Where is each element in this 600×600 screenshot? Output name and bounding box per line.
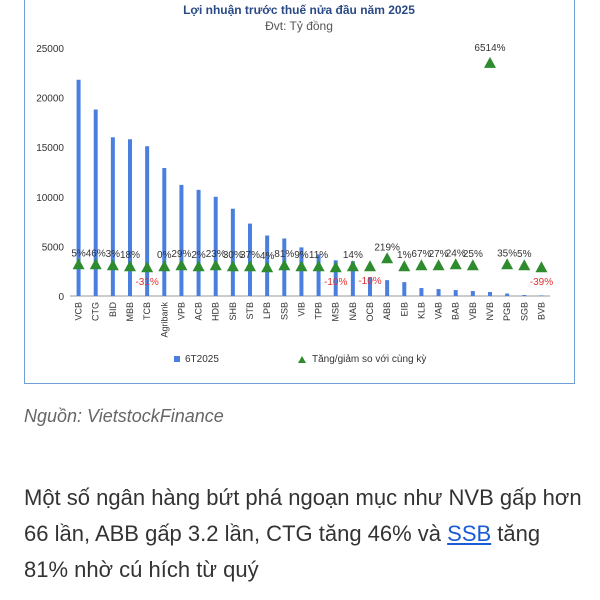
x-tick-label: NAB xyxy=(347,302,358,321)
x-tick-label: MBB xyxy=(125,302,135,322)
x-tick-label: Agribank xyxy=(159,302,170,338)
bar-nvb xyxy=(488,292,492,296)
yoy-label: 29% xyxy=(171,249,192,261)
x-tick-label: VAB xyxy=(433,302,444,320)
y-tick-label: 0 xyxy=(58,292,64,303)
x-tick-label: TCB xyxy=(142,302,153,320)
yoy-label: -31% xyxy=(135,277,159,289)
yoy-label: 219% xyxy=(374,242,400,254)
profit-chart xyxy=(25,0,576,384)
yoy-label: 67% xyxy=(411,249,432,261)
y-tick-label: 20000 xyxy=(36,93,64,105)
chart-title: Lợi nhuận trước thuế nửa đầu năm 2025 xyxy=(183,3,415,17)
yoy-marker-abb xyxy=(381,252,393,263)
x-tick-label: BVB xyxy=(536,302,547,321)
x-tick-label: SGB xyxy=(519,302,530,322)
yoy-marker-bid xyxy=(107,259,119,270)
x-tick-label: KLB xyxy=(416,302,427,320)
yoy-marker-mbb xyxy=(124,260,136,271)
yoy-marker-tcb xyxy=(141,261,153,272)
yoy-label: 4% xyxy=(259,251,275,263)
bar-sgb xyxy=(522,295,526,296)
legend-triangle-swatch xyxy=(298,356,306,363)
yoy-label: 81% xyxy=(274,249,295,261)
ssb-link[interactable]: SSB xyxy=(447,521,492,546)
x-tick-label: VIB xyxy=(296,302,307,317)
yoy-marker-pgb xyxy=(501,258,513,269)
yoy-marker-eib xyxy=(398,260,410,271)
bar-mbb xyxy=(128,139,132,296)
yoy-label: 14% xyxy=(342,250,363,262)
yoy-marker-tpb xyxy=(313,260,325,271)
yoy-marker-nab xyxy=(347,260,359,271)
yoy-marker-vib xyxy=(295,260,307,271)
x-tick-label: SSB xyxy=(279,302,290,321)
yoy-label: 11% xyxy=(308,250,329,262)
yoy-label: 5% xyxy=(71,248,86,260)
x-tick-label: PGB xyxy=(502,302,513,322)
y-tick-label: 10000 xyxy=(36,192,64,204)
x-tick-label: BID xyxy=(107,302,118,318)
yoy-marker-klb xyxy=(415,259,427,270)
yoy-label: 5% xyxy=(517,249,532,261)
bar-abb xyxy=(385,280,389,296)
yoy-label: -10% xyxy=(324,277,348,289)
yoy-label: 25% xyxy=(462,249,483,261)
yoy-label: 6514% xyxy=(474,42,506,54)
x-tick-label: STB xyxy=(245,302,255,320)
chart-card xyxy=(24,0,575,384)
article-text-1: Một số ngân hàng bứt phá ngoạn mục như NVB gấp hơn 66 lần, ABB gấp 3.2 lần, CTG tăng 46% và xyxy=(24,485,582,546)
yoy-label: 0% xyxy=(157,250,172,262)
x-tick-label: ACB xyxy=(193,302,204,321)
article-paragraph xyxy=(24,480,584,588)
x-tick-label: NVB xyxy=(485,302,495,321)
legend-bar-label: 6T2025 xyxy=(185,354,219,365)
x-tick-label: BAB xyxy=(450,302,461,321)
bar-hdb xyxy=(214,197,218,296)
x-tick-label: LPB xyxy=(262,302,273,320)
x-tick-label: CTG xyxy=(90,302,101,321)
bar-bab xyxy=(454,290,458,296)
bar-pgb xyxy=(505,294,509,296)
chart-subtitle: Đvt: Tỷ đồng xyxy=(265,19,333,33)
x-tick-label: VBB xyxy=(467,302,478,321)
bar-vpb xyxy=(179,185,183,296)
yoy-label: 27% xyxy=(428,249,449,261)
x-tick-label: HDB xyxy=(210,302,221,322)
y-tick-label: 15000 xyxy=(36,143,64,155)
yoy-marker-stb xyxy=(244,260,256,271)
yoy-label: 46% xyxy=(85,248,106,260)
bar-vbb xyxy=(471,291,475,296)
bar-agribank xyxy=(162,168,166,296)
yoy-label: 2% xyxy=(191,250,206,262)
yoy-marker-vbb xyxy=(467,259,479,270)
yoy-marker-vab xyxy=(433,259,445,270)
yoy-marker-msb xyxy=(330,261,342,272)
yoy-label: -10% xyxy=(358,276,382,288)
yoy-label: 30% xyxy=(222,250,243,262)
x-tick-label: MSB xyxy=(330,302,341,322)
yoy-marker-bvb xyxy=(535,261,547,272)
yoy-label: 23% xyxy=(205,249,226,261)
y-tick-label: 25000 xyxy=(36,44,64,55)
bar-tcb xyxy=(145,146,149,296)
yoy-marker-ocb xyxy=(364,260,376,271)
bar-vab xyxy=(437,289,441,296)
yoy-label: 37% xyxy=(239,250,261,262)
yoy-marker-lpb xyxy=(261,261,273,272)
x-tick-label: SHB xyxy=(227,302,238,321)
yoy-label: 35% xyxy=(497,248,518,260)
yoy-marker-vcb xyxy=(73,258,85,269)
yoy-label: 9% xyxy=(294,250,309,262)
x-tick-label: TPB xyxy=(313,302,324,320)
yoy-label: -39% xyxy=(529,277,554,289)
yoy-marker-acb xyxy=(193,260,205,271)
yoy-marker-sgb xyxy=(518,259,530,270)
source-caption: Nguồn: VietstockFinance xyxy=(24,406,224,426)
x-tick-label: VPB xyxy=(176,302,187,321)
bar-klb xyxy=(419,288,423,296)
bar-bvb xyxy=(539,295,543,296)
legend-bar-swatch xyxy=(174,356,180,362)
yoy-label: 1% xyxy=(397,250,412,262)
x-tick-label: OCB xyxy=(365,302,375,322)
yoy-label: 24% xyxy=(445,248,466,260)
yoy-marker-ctg xyxy=(90,258,102,269)
yoy-label: 18% xyxy=(119,250,141,262)
yoy-marker-bab xyxy=(450,258,462,269)
bar-bid xyxy=(111,137,115,296)
yoy-marker-nvb xyxy=(484,57,496,68)
x-tick-label: ABB xyxy=(382,302,393,321)
x-tick-label: VCB xyxy=(73,302,84,321)
yoy-marker-hdb xyxy=(210,259,222,270)
yoy-marker-ssb xyxy=(278,259,290,270)
article-text-2: tăng 81% nhờ cú hích từ quý xyxy=(24,521,541,582)
yoy-marker-shb xyxy=(227,260,239,271)
bar-acb xyxy=(197,190,201,296)
bar-eib xyxy=(402,282,406,296)
y-tick-label: 5000 xyxy=(41,242,64,254)
yoy-marker-vpb xyxy=(175,259,187,270)
yoy-label: 3% xyxy=(105,249,121,261)
legend-triangle-label: Tăng/giảm so với cùng kỳ xyxy=(312,354,427,365)
x-tick-label: EIB xyxy=(399,302,410,317)
yoy-marker-agribank xyxy=(158,260,170,271)
